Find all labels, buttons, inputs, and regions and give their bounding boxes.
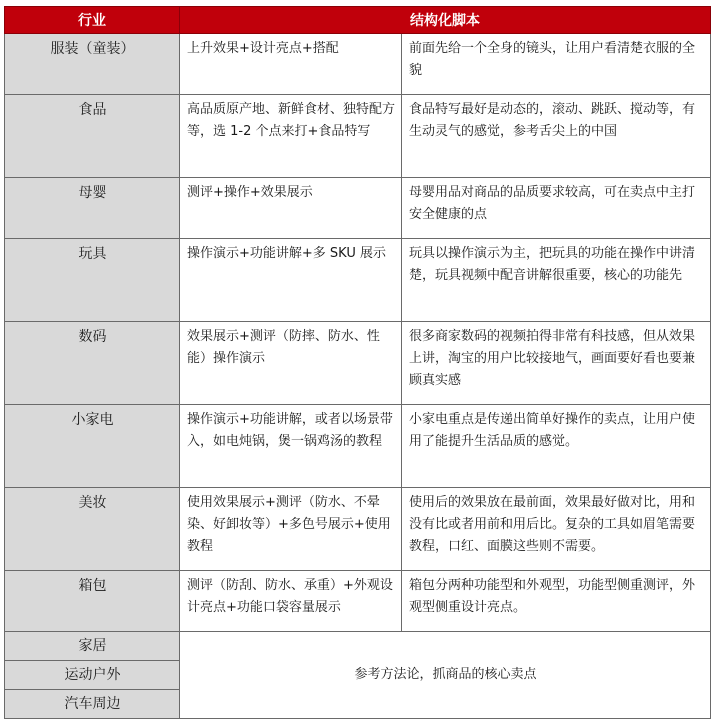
table-row (5, 34, 711, 95)
industry-cell: 家居 (5, 632, 180, 661)
table-row (5, 322, 711, 405)
approach-cell: 使用效果展示+测评（防水、不晕染、好卸妆等）+多色号展示+使用教程 (180, 488, 402, 571)
note-cell: 箱包分两种功能型和外观型，功能型侧重测评，外观型侧重设计亮点。 (402, 571, 711, 632)
table-row (5, 571, 711, 632)
note-cell: 玩具以操作演示为主，把玩具的功能在操作中讲清楚，玩具视频中配音讲解很重要，核心的功能先 (402, 239, 711, 322)
note-cell: 使用后的效果放在最前面，效果最好做对比，用和没有比或者用前和用后比。复杂的工具如眉笔需要教程，口红、面膜这些则不需要。 (402, 488, 711, 571)
table-header-row (5, 7, 711, 34)
approach-cell: 效果展示+测评（防摔、防水、性能）操作演示 (180, 322, 402, 405)
industry-cell: 玩具 (5, 239, 180, 322)
note-cell: 食品特写最好是动态的，滚动、跳跃、搅动等，有生动灵气的感觉，参考舌尖上的中国 (402, 95, 711, 178)
approach-cell: 测评+操作+效果展示 (180, 178, 402, 239)
industry-cell: 箱包 (5, 571, 180, 632)
approach-cell: 操作演示+功能讲解+多 SKU 展示 (180, 239, 402, 322)
table-row (5, 178, 711, 239)
industry-cell: 汽车周边 (5, 690, 180, 719)
table-row (5, 239, 711, 322)
note-cell: 前面先给一个全身的镜头，让用户看清楚衣服的全貌 (402, 34, 711, 95)
shared-note-cell: 参考方法论，抓商品的核心卖点 (180, 632, 711, 719)
approach-cell: 测评（防刮、防水、承重）+外观设计亮点+功能口袋容量展示 (180, 571, 402, 632)
table-row (5, 488, 711, 571)
industry-cell: 母婴 (5, 178, 180, 239)
industry-cell: 服装（童装） (5, 34, 180, 95)
industry-cell: 小家电 (5, 405, 180, 488)
table-row (5, 632, 711, 661)
note-cell: 很多商家数码的视频拍得非常有科技感，但从效果上讲，淘宝的用户比较接地气，画面要好看也要兼顾真实感 (402, 322, 711, 405)
approach-cell: 上升效果+设计亮点+搭配 (180, 34, 402, 95)
industry-cell: 运动户外 (5, 661, 180, 690)
industry-cell: 数码 (5, 322, 180, 405)
approach-cell: 操作演示+功能讲解，或者以场景带入，如电炖锅，煲一锅鸡汤的教程 (180, 405, 402, 488)
header-industry: 行业 (5, 7, 180, 34)
industry-script-table (4, 6, 711, 719)
table-row (5, 95, 711, 178)
industry-cell: 美妆 (5, 488, 180, 571)
approach-cell: 高品质原产地、新鲜食材、独特配方等，选 1-2 个点来打+食品特写 (180, 95, 402, 178)
script-table-container (4, 6, 710, 719)
header-script: 结构化脚本 (180, 7, 711, 34)
table-row (5, 405, 711, 488)
note-cell: 母婴用品对商品的品质要求较高，可在卖点中主打安全健康的点 (402, 178, 711, 239)
industry-cell: 食品 (5, 95, 180, 178)
note-cell: 小家电重点是传递出简单好操作的卖点，让用户使用了能提升生活品质的感觉。 (402, 405, 711, 488)
